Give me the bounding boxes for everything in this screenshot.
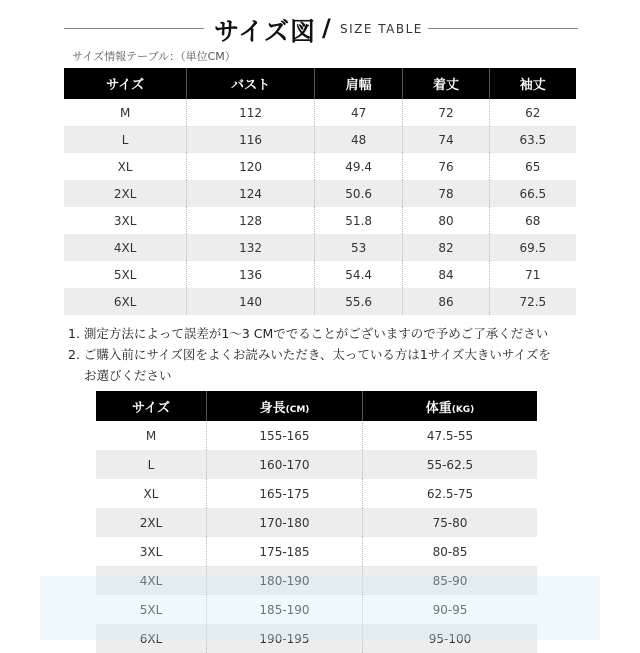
cell-weight: 85-90 (363, 566, 538, 595)
cell-size: 2XL (64, 180, 187, 207)
page-subtitle: SIZE TABLE (340, 22, 423, 36)
cell-size: 3XL (139, 544, 163, 559)
cell-shoulder: 54.4 (314, 261, 402, 288)
cell-weight: 80-85 (363, 537, 538, 566)
table-row (96, 537, 537, 566)
cell-sleeve: 68 (489, 207, 576, 234)
table-row (64, 261, 576, 288)
table-row (64, 180, 576, 207)
cell-shoulder: 47 (314, 99, 402, 126)
cell-size: 2XL (96, 508, 207, 537)
table-row (64, 126, 576, 153)
cell-weight: 90-95 (363, 595, 538, 624)
cell-weight: 62.5-75 (363, 479, 538, 508)
cell-height: 185-190 (207, 595, 363, 624)
cell-height: 165-175 (207, 479, 363, 508)
cell-size: 4XL (96, 566, 207, 595)
cell-length: 82 (403, 234, 489, 261)
cell-size: L (96, 450, 207, 479)
cell-sleeve: 72.5 (489, 288, 576, 315)
cell-size: 3XL (113, 213, 137, 228)
cell-bust: 136 (187, 261, 315, 288)
header-divider-right (428, 28, 578, 29)
cell-height: 155-165 (207, 421, 363, 450)
table-row (96, 450, 537, 479)
cell-bust: 124 (187, 180, 315, 207)
cell-sleeve: 65 (489, 153, 576, 180)
fit-table (96, 391, 537, 653)
cell-weight: 75-80 (363, 508, 538, 537)
cell-length: 76 (403, 153, 489, 180)
header-shoulder: 肩幅 (314, 68, 402, 99)
measurement-notes (68, 323, 588, 386)
cell-sleeve: 63.5 (489, 126, 576, 153)
table-row (64, 99, 576, 126)
header-weight-unit: (KG) (451, 404, 475, 415)
table-row (96, 421, 537, 450)
cell-sleeve: 62 (489, 99, 576, 126)
table-row (64, 234, 576, 261)
cell-height: 160-170 (207, 450, 363, 479)
cell-shoulder: 48 (314, 126, 402, 153)
cell-length: 78 (403, 180, 489, 207)
header-weight-label: 体重 (425, 400, 452, 416)
cell-weight: 55-62.5 (363, 450, 538, 479)
header-sleeve: 袖丈 (489, 68, 576, 99)
cell-height: 180-190 (207, 566, 363, 595)
fit-table-header (96, 391, 537, 421)
cell-height: 175-185 (207, 537, 363, 566)
header-divider-left (64, 28, 204, 29)
note-measurement-error: 1. 測定方法によって誤差が1～3 CMででることがございますので予めご了承ください (68, 326, 549, 341)
cell-weight: 95-100 (363, 624, 538, 653)
cell-size: 4XL (64, 234, 187, 261)
cell-weight: 47.5-55 (363, 421, 538, 450)
title-separator: / (322, 14, 331, 42)
cell-size: M (119, 105, 131, 120)
size-table-header (64, 68, 576, 99)
cell-length: 74 (403, 126, 489, 153)
cell-length: 86 (403, 288, 489, 315)
cell-sleeve: 71 (489, 261, 576, 288)
table-row (96, 566, 537, 595)
table-row (96, 624, 537, 653)
table-row (64, 153, 576, 180)
page-header (0, 12, 640, 48)
note-size-advice-cont: お選びください (84, 368, 172, 383)
cell-bust: 116 (187, 126, 315, 153)
cell-shoulder: 51.8 (314, 207, 402, 234)
cell-bust: 140 (187, 288, 315, 315)
cell-size: 5XL (113, 267, 137, 282)
cell-bust: 112 (187, 99, 315, 126)
table-row (96, 595, 537, 624)
table-row (96, 508, 537, 537)
header-length: 着丈 (403, 68, 489, 99)
cell-size: 6XL (64, 288, 187, 315)
cell-bust: 120 (187, 153, 315, 180)
cell-height: 190-195 (207, 624, 363, 653)
cell-sleeve: 66.5 (489, 180, 576, 207)
header-weight (363, 391, 538, 421)
cell-sleeve: 69.5 (489, 234, 576, 261)
cell-length: 72 (403, 99, 489, 126)
cell-bust: 132 (187, 234, 315, 261)
cell-shoulder: 55.6 (314, 288, 402, 315)
header-height-label: 身長 (259, 400, 286, 416)
header-height (207, 391, 363, 421)
cell-length: 84 (403, 261, 489, 288)
table-row (64, 207, 576, 234)
table-row (64, 288, 576, 315)
size-table (64, 68, 576, 315)
cell-bust: 128 (187, 207, 315, 234)
header-size: サイズ (96, 391, 207, 421)
header-bust: バスト (187, 68, 315, 99)
cell-size: L (64, 126, 187, 153)
cell-shoulder: 53 (314, 234, 402, 261)
header-size: サイズ (64, 68, 187, 99)
cell-size: 5XL (139, 602, 163, 617)
cell-size: XL (117, 159, 133, 174)
cell-size: M (145, 428, 157, 443)
cell-length: 80 (403, 207, 489, 234)
note-size-advice: 2. ご購入前にサイズ図をよくお読みいただき、太っている方は1サイズ大きいサイズを (68, 347, 551, 362)
page-title: サイズ図 (214, 17, 317, 46)
cell-size: XL (143, 486, 159, 501)
cell-shoulder: 49.4 (314, 153, 402, 180)
cell-height: 170-180 (207, 508, 363, 537)
unit-note: サイズ情報テーブル：（単位CM） (72, 50, 236, 63)
table-row (96, 479, 537, 508)
cell-size: 6XL (96, 624, 207, 653)
header-height-unit: (CM) (285, 404, 310, 415)
cell-shoulder: 50.6 (314, 180, 402, 207)
